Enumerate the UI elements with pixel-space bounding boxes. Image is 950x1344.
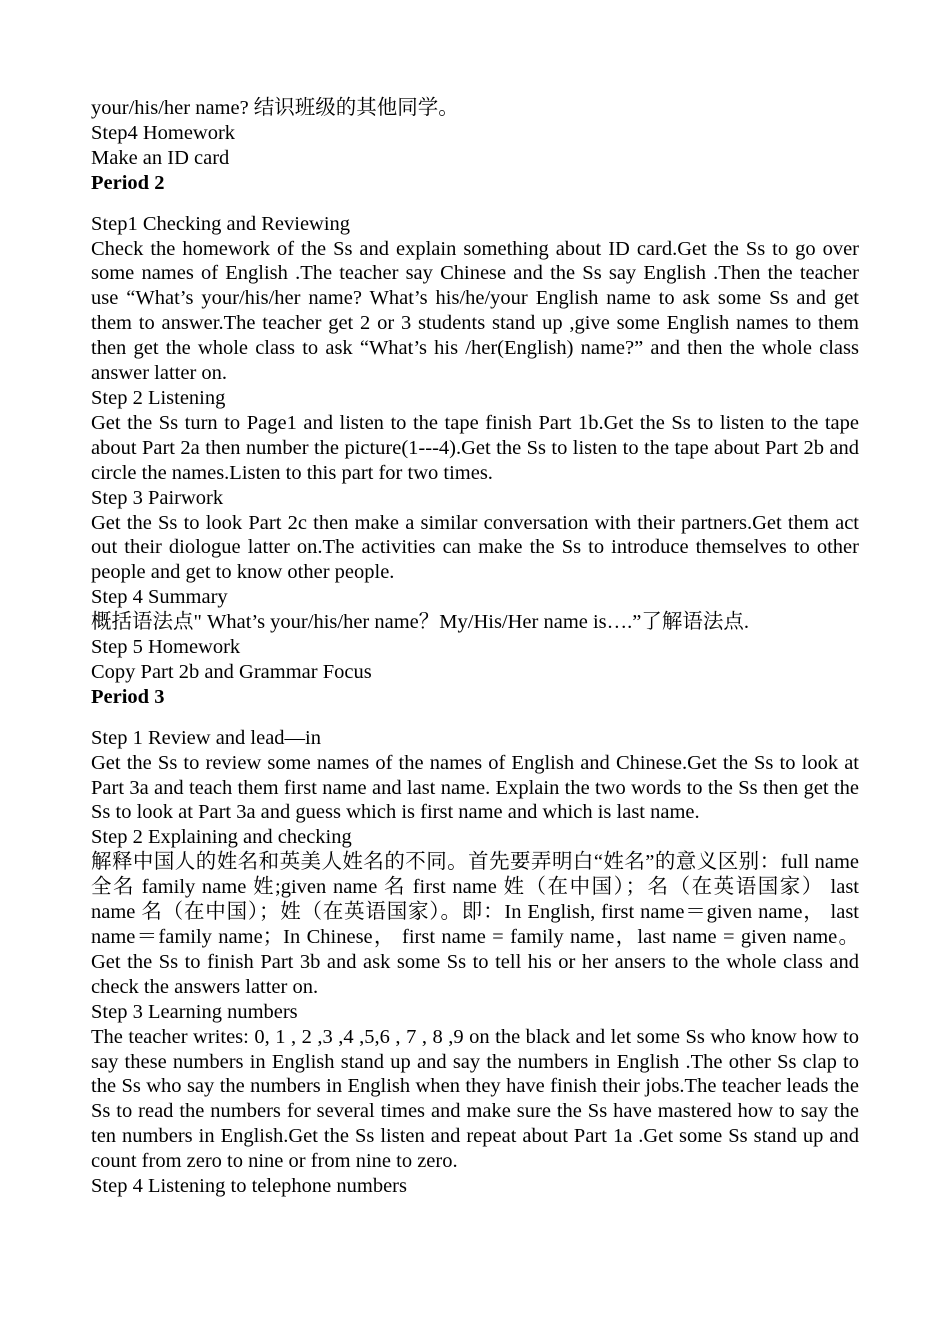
paragraph-listening: Get the Ss turn to Page1 and listen to the tape finish Part 1b.Get the Ss to listen to the tape about Part 2a then number the picture(1---4).Get the Ss to listen to the tape about Part 2b and circle the names.Listen to this part for two times. [91, 411, 859, 484]
document-page [91, 96, 859, 1199]
step-heading-learning-numbers: Step 3 Learning numbers [91, 1000, 298, 1023]
period-heading-3: Period 3 [91, 685, 165, 708]
step-heading-explaining-checking: Step 2 Explaining and checking [91, 826, 352, 849]
paragraph-learning-numbers: The teacher writes: 0, 1 , 2 ,3 ,4 ,5,6 , 7 , 8 ,9 on the black and let some Ss who know how to say these numbers in English stand up and say the numbers in English .The other Ss clap to the Ss who say the numbers in English when they have finish their jobs.The teacher leads the Ss to read the numbers for several times and make sure the Ss have mastered how to say the ten numbers in English.Get the Ss listen and repeat about Part 1a .Get some Ss stand up and count from zero to nine or from nine to zero. [91, 1025, 859, 1173]
paragraph-review-lead-in: Get the Ss to review some names of the names of English and Chinese.Get the Ss to look at Part 3a and teach them first name and last name. Explain the two words to the Ss then get the Ss to look at Part 3a and guess which is first name and which is last name. [91, 751, 859, 824]
text-line-id-card: Make an ID card [91, 146, 230, 169]
step-heading-pairwork: Step 3 Pairwork [91, 486, 224, 509]
paragraph-explaining-checking: 解释中国人的姓名和英美人姓名的不同。首先要弄明白“姓名”的意义区别：full name 全名 family name 姓;given name 名 first name 姓（在中国）；名（在英语国家） last name 名（在中国）；姓（在英语国家）。即：In English, first name＝given name， last name＝family name；In Chinese， first name = family name，last name = given name。Get the Ss to finish Part 3b and ask some Ss to tell his or her ansers to the whole class and check the answers latter on. [91, 851, 859, 998]
step-heading-homework-2: Step 5 Homework [91, 636, 241, 659]
step-heading-listening: Step 2 Listening [91, 386, 226, 409]
step-heading-homework: Step4 Homework [91, 121, 236, 144]
step-heading-telephone-numbers: Step 4 Listening to telephone numbers [91, 1175, 407, 1198]
spacer [91, 710, 859, 726]
spacer [91, 196, 859, 212]
text-line-name-question: your/his/her name? 结识班级的其他同学。 [91, 97, 459, 119]
period-heading-2: Period 2 [91, 171, 165, 194]
paragraph-pairwork: Get the Ss to look Part 2c then make a similar conversation with their partners.Get them act out their diologue latter on.The activities can make the Ss to introduce themselves to other people and get to know other people. [91, 511, 859, 584]
step-heading-review-lead-in: Step 1 Review and lead—in [91, 726, 322, 749]
paragraph-checking-reviewing: Check the homework of the Ss and explain something about ID card.Get the Ss to go over some names of English .The teacher say Chinese and the Ss say English .Then the teacher use “What’s your/his/her name? What’s his/he/your English name to ask some Ss and get them to answer.The teacher get 2 or 3 students stand up ,give some English names to them then get the whole class to ask “What’s his /her(English) name?” and then the whole class answer latter on. [91, 237, 859, 385]
text-line-summary-grammar: 概括语法点" What’s your/his/her name？My/His/Her name is….”了解语法点. [91, 611, 750, 634]
text-line-copy-part: Copy Part 2b and Grammar Focus [91, 660, 372, 683]
step-heading-checking-reviewing: Step1 Checking and Reviewing [91, 212, 351, 235]
step-heading-summary: Step 4 Summary [91, 586, 228, 609]
